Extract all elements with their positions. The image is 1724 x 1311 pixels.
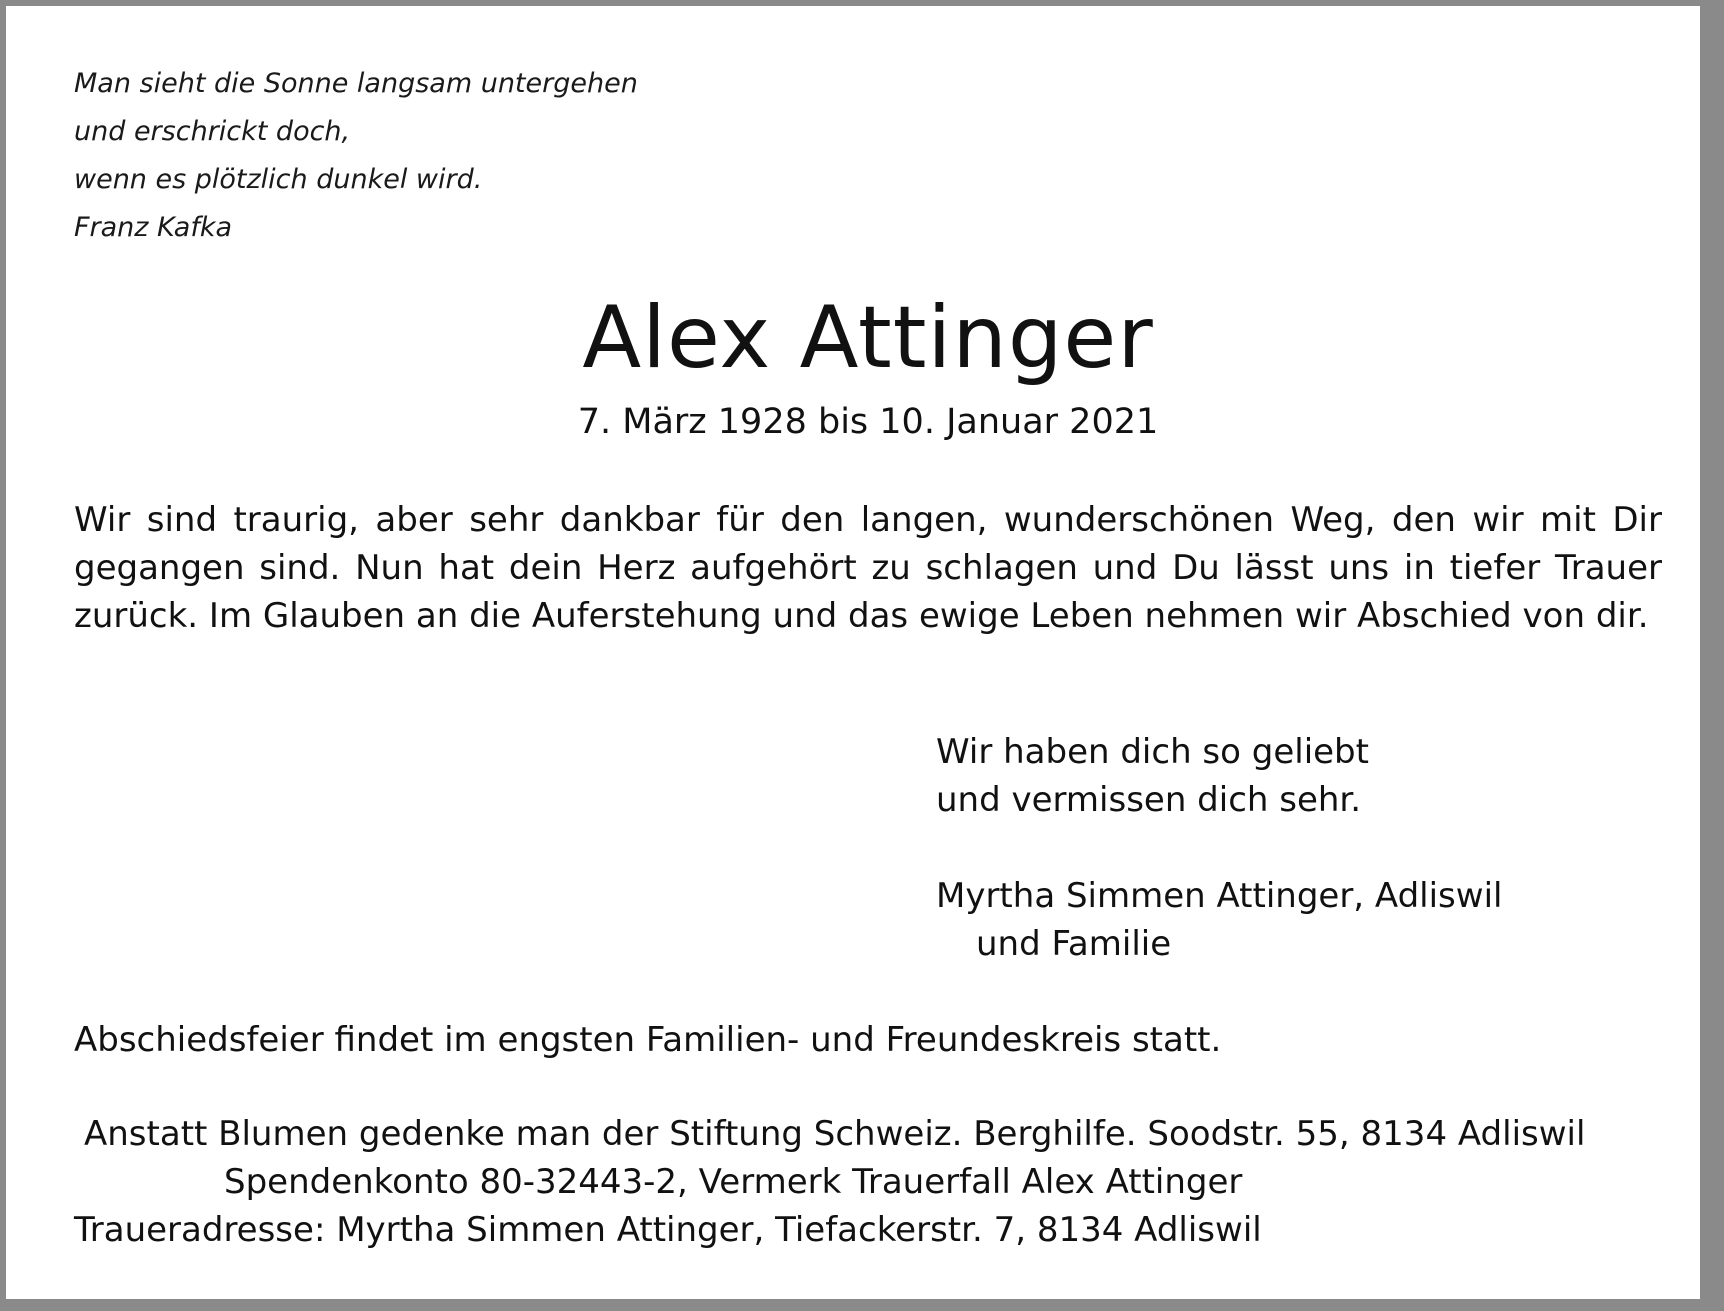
quote-line: und erschrickt doch, xyxy=(74,116,351,147)
quote-author: Franz Kafka xyxy=(74,212,233,243)
signature-name: Myrtha Simmen Attinger, Adliswil xyxy=(936,876,1503,916)
deceased-name: Alex Attinger xyxy=(582,288,1154,388)
message-paragraph: Wir sind traurig, aber sehr dankbar für den langen, wunderschönen Weg, den wir mit Dir gegangen sind. Nun hat dein Herz aufgehört zu schlagen und Du lässt uns in tiefer Trauer zurück. Im Glauben an die Auferstehung und das ewige Leben nehmen wir Abschied von dir. xyxy=(74,500,1662,636)
signature-family: und Familie xyxy=(976,924,1172,964)
farewell-line: und vermissen dich sehr. xyxy=(936,780,1362,820)
life-dates: 7. März 1928 bis 10. Januar 2021 xyxy=(577,402,1159,442)
ceremony-note: Abschiedsfeier findet im engsten Familien- und Freundeskreis statt. xyxy=(74,1020,1222,1060)
quote-line: Man sieht die Sonne langsam untergehen xyxy=(74,68,638,99)
donation-account: Spendenkonto 80-32443-2, Vermerk Trauerfall Alex Attinger xyxy=(224,1162,1243,1202)
quote-line: wenn es plötzlich dunkel wird. xyxy=(74,164,483,195)
mourning-address: Traueradresse: Myrtha Simmen Attinger, Tiefackerstr. 7, 8134 Adliswil xyxy=(74,1210,1262,1250)
farewell-line: Wir haben dich so geliebt xyxy=(936,732,1369,772)
donation-line: Anstatt Blumen gedenke man der Stiftung Schweiz. Berghilfe. Soodstr. 55, 8134 Adliswil xyxy=(84,1114,1586,1154)
